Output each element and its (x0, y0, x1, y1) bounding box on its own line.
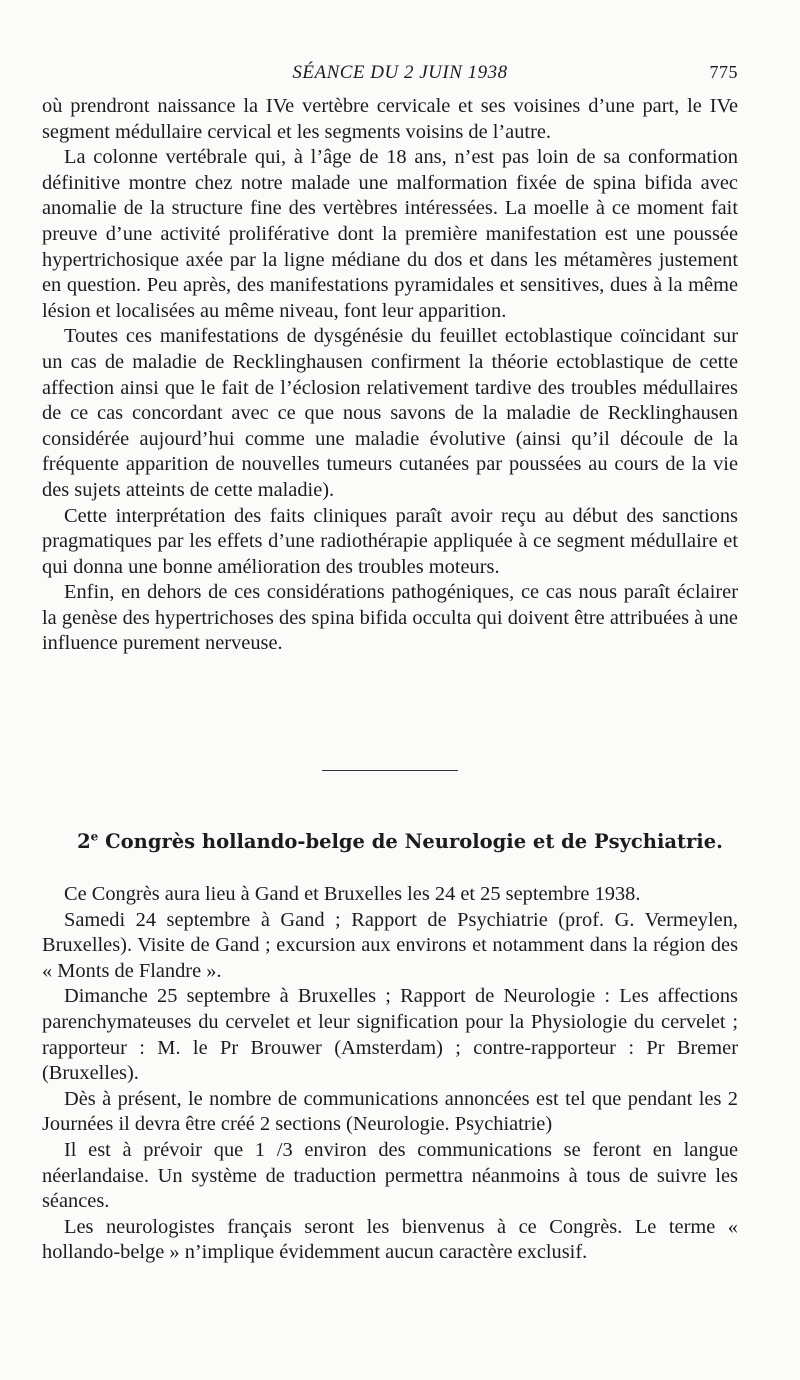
paragraph: Enfin, en dehors de ces considérations pathogéniques, ce cas nous paraît éclairer la genèse des hypertrichoses des spina bifida occulta qui doivent être attribuées à une influence purement nerveuse. (42, 581, 738, 655)
paragraph: Toutes ces manifestations de dysgénésie du feuillet ectoblastique coïncidant sur un cas de maladie de Recklinghausen confirment la théorie ectoblastique de cette affection ainsi que le fait de l’éclosion relativement tardive des troubles médullaires de ce cas concordant avec ce que nous savons de la maladie de Recklinghausen considérée aujourd’hui comme une maladie évolutive (ainsi qu’il découle de la fréquente apparition de nouvelles tumeurs cutanées par poussées au cours de la vie des sujets atteints de cette maladie). (42, 325, 738, 501)
paragraph: Samedi 24 septembre à Gand ; Rapport de Psychiatrie (prof. G. Vermeylen, Bruxelles). Visite de Gand ; excursion aux environs et notamment dans la région des « Monts de Flandre ». (42, 908, 738, 982)
paragraph: Dès à présent, le nombre de communications annoncées est tel que pendant les 2 Journées il devra être créé 2 sections (Neurologie. Psychiatrie) (42, 1087, 738, 1136)
paragraph: La colonne vertébrale qui, à l’âge de 18 ans, n’est pas loin de sa conformation définitive montre chez notre malade une malformation fixée de spina bifida avec anomalie de la structure fine des vertèbres intéressées. La moelle à ce moment fait preuve d’une activité proliférative dont la première manifestation est une poussée hypertrichosique axée par la ligne médiane du dos et dans les métamères justement en question. Peu après, des manifestations pyramidales et sensitives, dues à la même lésion et localisées au même niveau, font leur apparition. (42, 146, 738, 322)
paragraph: où prendront naissance la IVe vertèbre cervicale et ses voisines d’une part, le IVe segment médullaire cervical et les segments voisins de l’autre. (42, 95, 738, 143)
section-title-text: Congrès hollando-belge de Neurologie et de Psychiatrie. (98, 830, 723, 853)
article-body-part1 (42, 94, 738, 657)
section-title-number: 2 (77, 830, 91, 853)
paragraph: Dimanche 25 septembre à Bruxelles ; Rapport de Neurologie : Les affections parenchymateuses du cervelet et leur signification pour la Physiologie du cervelet ; rapporteur : M. le Pr Brouwer (Amsterdam) ; contre-rapporteur : Pr Bremer (Bruxelles). (42, 985, 738, 1085)
paragraph: Il est à prévoir que 1 /3 environ des communications se feront en langue néerlandaise. Un système de traduction permettra néanmoins à tous de suivre les séances. (42, 1138, 738, 1213)
page-header (0, 62, 800, 90)
paragraph: Cette interprétation des faits cliniques paraît avoir reçu au début des sanctions pragmatiques par les effets d’une radiothérapie appliquée à ce segment médullaire et qui donna une bonne amélioration des troubles moteurs. (42, 504, 738, 578)
page-number: 775 (709, 62, 738, 82)
paragraph: Les neurologistes français seront les bienvenus à ce Congrès. Le terme « hollando-belge » n’implique évidemment aucun caractère exclusif. (42, 1215, 738, 1264)
running-title: SÉANCE DU 2 JUIN 1938 (292, 62, 508, 83)
article-body-part2 (42, 882, 738, 1266)
section-divider (322, 770, 458, 771)
paragraph: Ce Congrès aura lieu à Gand et Bruxelles les 24 et 25 septembre 1938. (64, 883, 641, 905)
section-title (0, 830, 800, 853)
section-title-superscript: e (90, 829, 99, 844)
